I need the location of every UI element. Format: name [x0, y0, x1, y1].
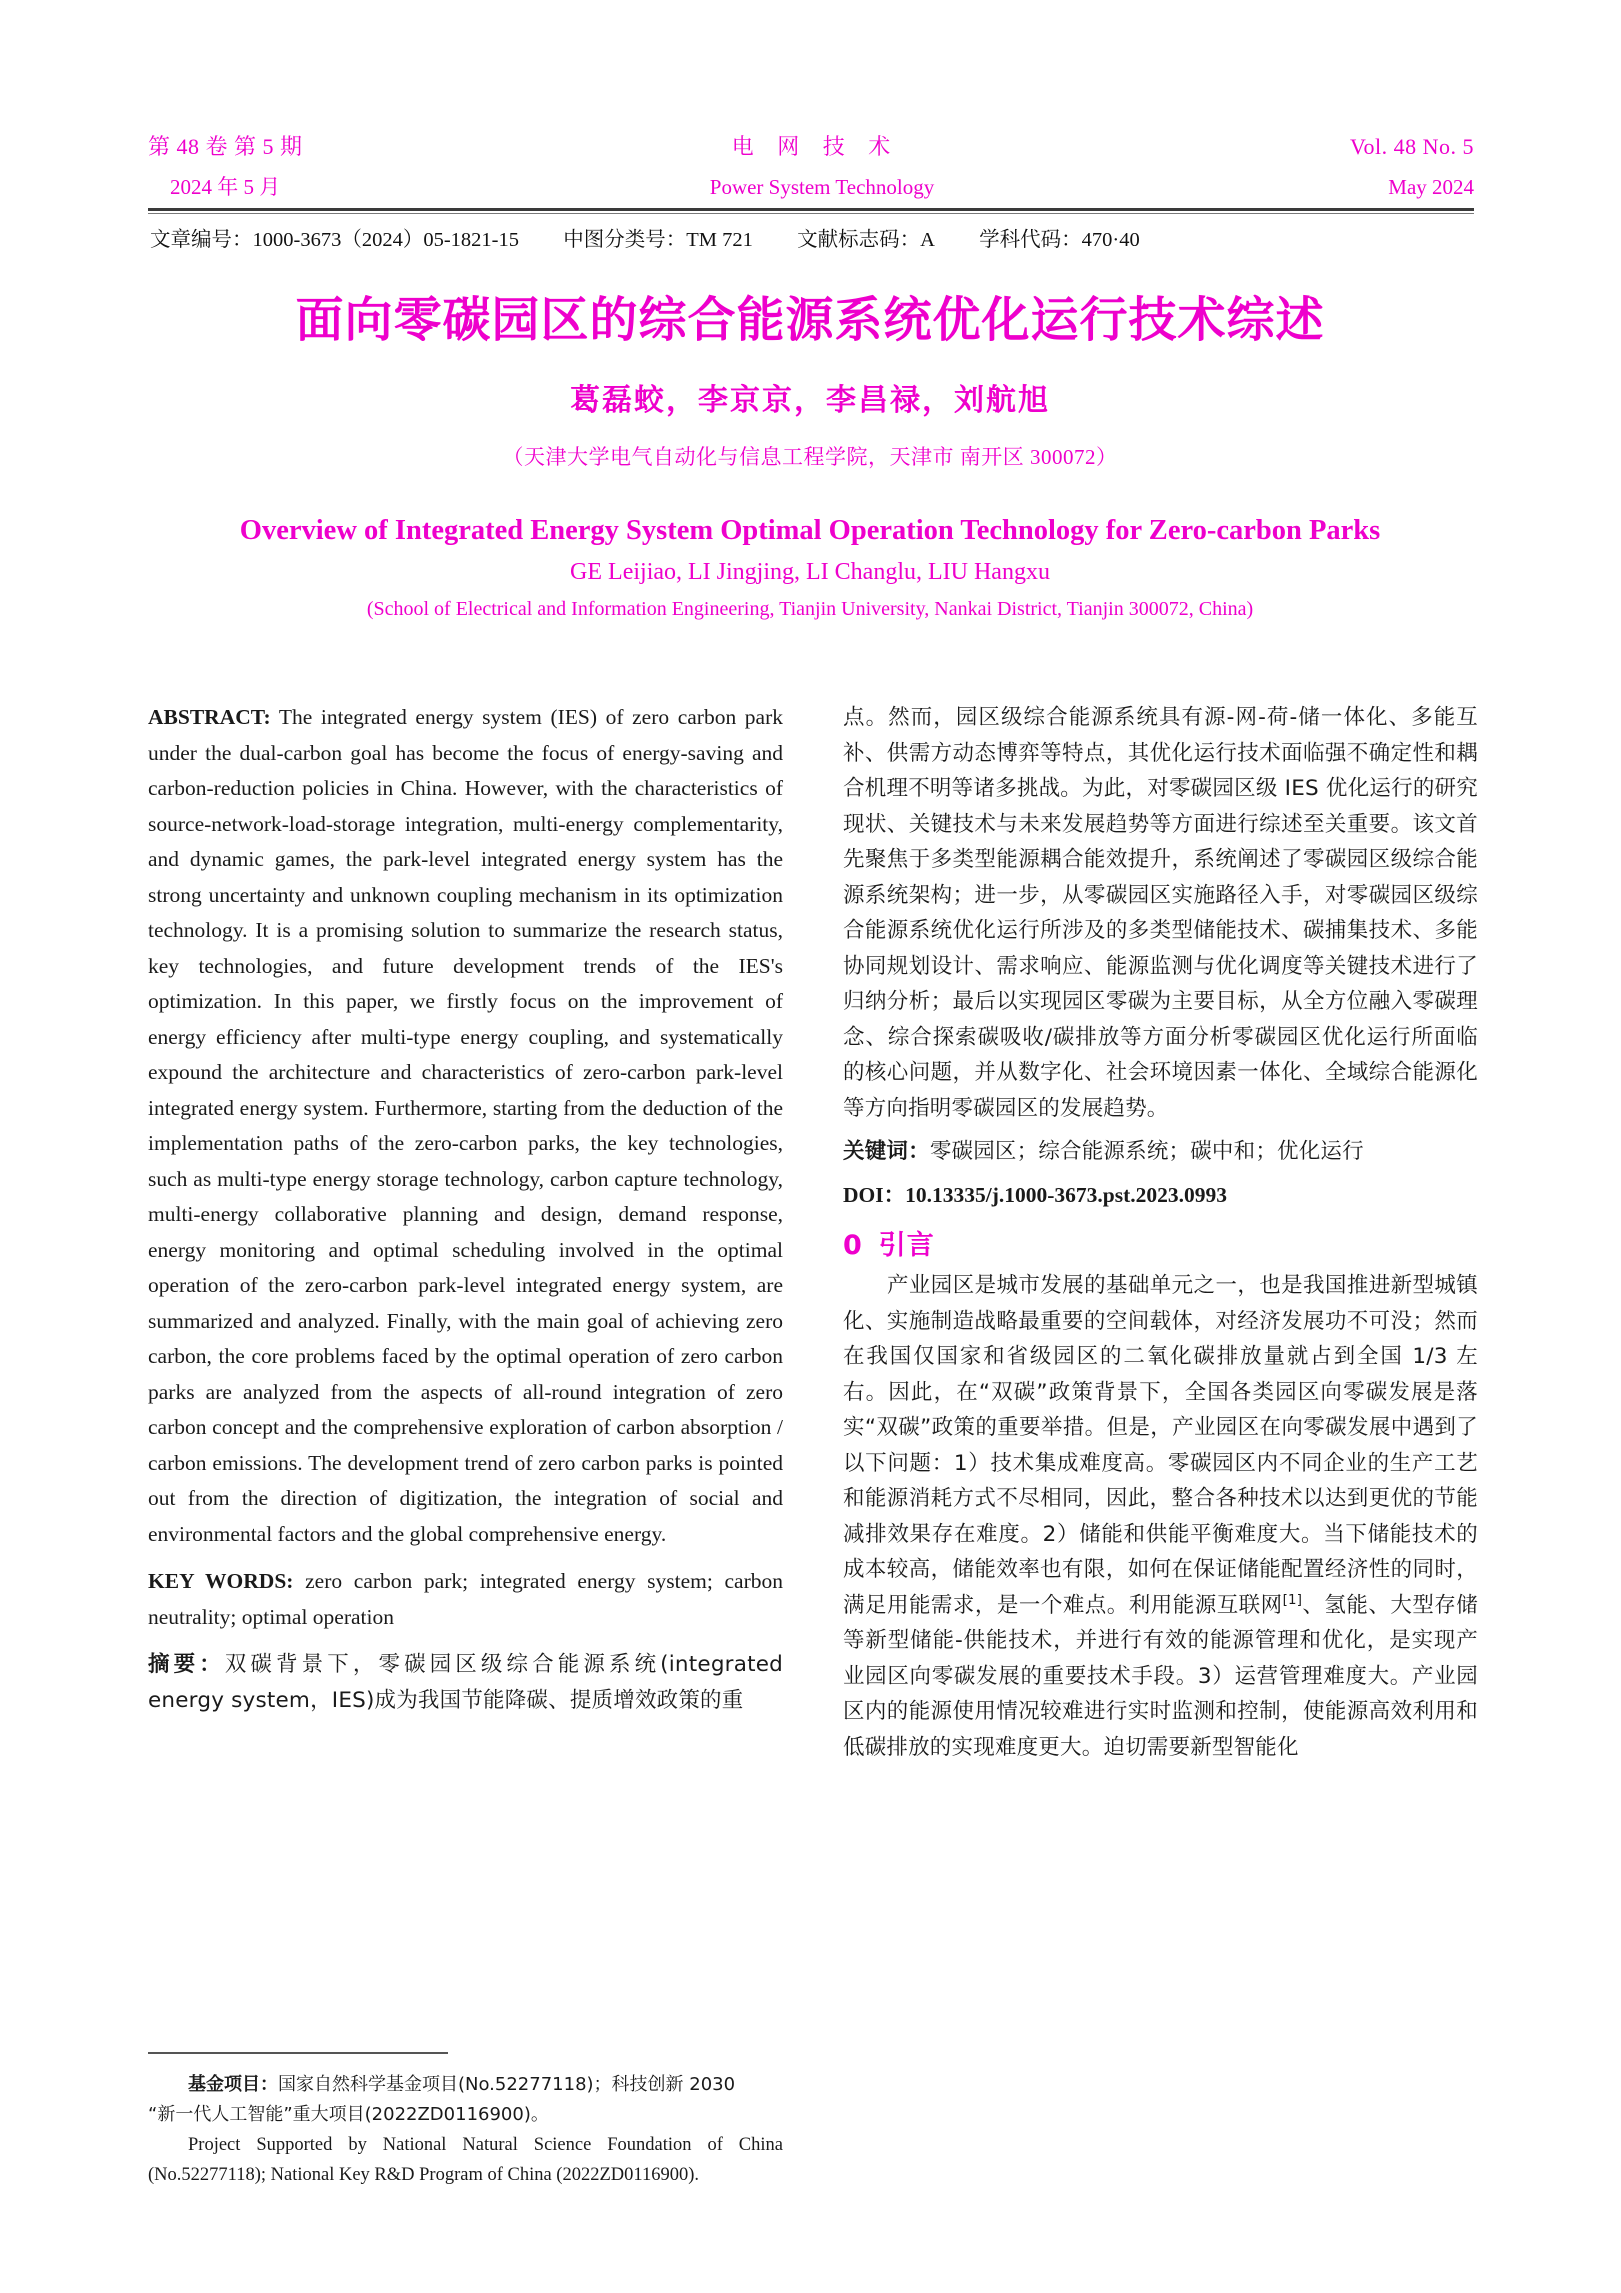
- title-block: [110, 292, 1510, 621]
- section-heading-introduction: [843, 1223, 1478, 1262]
- keywords-cn-label: 关键词：: [843, 1139, 930, 1164]
- reference-marker-1[interactable]: [1]: [1282, 1592, 1303, 1608]
- keywords-en-paragraph: [148, 1564, 783, 1635]
- clc-label: 中图分类号：: [563, 229, 687, 251]
- page-title-en: Overview of Integrated Energy System Optimal Operation Technology for Zero-carbon Parks: [239, 514, 1381, 546]
- masthead-divider: [148, 208, 1474, 214]
- subject-code-value: 470·40: [1081, 229, 1140, 251]
- abstract-cn-paragraph-start: [148, 1647, 783, 1718]
- keywords-en-label: KEY WORDS:: [148, 1569, 294, 1593]
- funding-label-cn: 基金项目：: [188, 2074, 278, 2095]
- authors-en: GE Leijiao, LI Jingjing, LI Changlu, LIU Hangxu: [570, 558, 1050, 585]
- abstract-en-text: The integrated energy system (IES) of zero carbon park under the dual-carbon goal has become the focus of energy-saving and carbon-reduction policies in China. However, with the characteristics of source-network-load-storage integration, multi-energy complementarity, and dynamic games, the park-level integrated energy system has the strong uncertainty and unknown coupling mechanism in its optimization technology. It is a promising solution to summarize the research status, key technologies, and future development trends of the IES's optimization. In this paper, we firstly focus on the improvement of energy efficiency after multi-type energy coupling, and systematically expound the architecture and characteristics of zero-carbon park-level integrated energy system. Furthermore, starting from the deduction of the implementation paths of the zero-carbon parks, the key technologies, such as multi-type energy storage technology, carbon capture technology, multi-energy collaborative planning and design, demand response, energy monitoring and optimal scheduling involved in the optimal operation of the zero-carbon park-level integrated energy system, are summarized and analyzed. Finally, with the main goal of achieving zero carbon, the core problems faced by the optimal operation of zero carbon parks are analyzed from the aspects of all-round integration of zero carbon concept and the comprehensive exploration of carbon absorption / carbon emissions. The development trend of zero carbon parks is pointed out from the direction of digitization, the integration of social and environmental factors and the global comprehensive energy.: [148, 705, 783, 1546]
- document-code-label: 文献标志码：: [797, 229, 921, 251]
- page-title-cn: 面向零碳园区的综合能源系统优化运行技术综述: [295, 292, 1325, 348]
- introduction-text-a: 产业园区是城市发展的基础单元之一，也是我国推进新型城镇化、实施制造战略最重要的空间载体，对经济发展功不可没；然而在我国仅国家和省级园区的二氧化碳排放量就占到全国 1/3 左右。因此，在“双碳”政策背景下，全国各类园区向零碳发展是落实“双碳”政策的重要举措。但是，产业园区在向零碳发展中遇到了以下问题：1）技术集成难度高。零碳园区内不同企业的生产工艺和能源消耗方式不尽相同，因此，整合各种技术以达到更优的节能减排效果存在难度。2）储能和供能平衡难度大。当下储能技术的成本较高，储能效率也有限，如何在保证储能配置经济性的同时，满足用能需求，是一个难点。利用能源互联网: [843, 1273, 1478, 1618]
- funding-note-cn-line2: “新一代人工智能”重大项目(2022ZD0116900)。: [148, 2104, 549, 2125]
- abstract-cn-continuation: 点。然而，园区级综合能源系统具有源-网-荷-储一体化、多能互补、供需方动态博弈等特点，其优化运行技术面临强不确定性和耦合机理不明等诸多挑战。为此，对零碳园区级 IES 优化运行的研究现状、关键技术与未来发展趋势等方面进行综述至关重要。该文首先聚焦于多类型能源耦合能效提升，系统阐述了零碳园区级综合能源系统架构；进一步，从零碳园区实施路径入手，对零碳园区级综合能源系统优化运行所涉及的多类型储能技术、碳捕集技术、多能协同规划设计、需求响应、能源监测与优化调度等关键技术进行了归纳分析；最后以实现园区零碳为主要目标，从全方位融入零碳理念、综合探索碳吸收/碳排放等方面分析零碳园区优化运行所面临的核心问题，并从数字化、社会环境因素一体化、全域综合能源化等方向指明零碳园区的发展趋势。: [843, 705, 1478, 1121]
- clc-value: TM 721: [686, 229, 753, 251]
- keywords-en-text: zero carbon park; integrated energy system; carbon neutrality; optimal operation: [148, 1569, 783, 1629]
- doi-line: [843, 1178, 1478, 1214]
- abstract-cn-label: 摘要：: [148, 1652, 225, 1677]
- article-meta-line: [150, 222, 1480, 252]
- section-number: 0: [843, 1230, 863, 1261]
- journal-name-cn: 电 网 技 术: [731, 134, 900, 159]
- subject-code-label: 学科代码：: [979, 229, 1082, 251]
- left-column: [148, 700, 783, 2260]
- right-column: [843, 700, 1478, 2260]
- funding-note-cn: [148, 2070, 783, 2100]
- masthead-row-secondary: [148, 171, 1474, 201]
- footnote-block: [148, 2052, 783, 2190]
- funding-text-cn-line1: 国家自然科学基金项目(No.52277118)；科技创新 2030: [278, 2074, 736, 2095]
- introduction-paragraph-1: [843, 1268, 1478, 1765]
- authors-cn: 葛磊蛟，李京京，李昌禄，刘航旭: [570, 383, 1050, 417]
- introduction-text-b: 、氢能、大型存储等新型储能-供能技术，并进行有效的能源管理和优化，是实现产业园区向零碳发展的重要技术手段。3）运营管理难度大。产业园区内的能源使用情况较难进行实时监测和控制，使能源高效利用和低碳排放的实现难度更大。迫切需要新型智能化: [843, 1592, 1478, 1760]
- document-code-value: A: [920, 229, 935, 251]
- keywords-cn-paragraph: [843, 1134, 1478, 1170]
- doi-value: 10.13335/j.1000-3673.pst.2023.0993: [905, 1182, 1228, 1207]
- section-title: 引言: [878, 1230, 935, 1261]
- masthead-row-primary: [148, 130, 1474, 161]
- affiliation-en: (School of Electrical and Information Engineering, Tianjin University, Nankai District, Tianjin 300072, China): [366, 597, 1254, 620]
- doi-label: DOI：: [843, 1182, 906, 1207]
- article-number-label: 文章编号：: [150, 229, 253, 251]
- article-number-value: 1000-3673（2024）05-1821-15: [252, 229, 519, 251]
- journal-name-en: Power System Technology: [709, 175, 935, 199]
- volume-issue-cn: 第 48 卷 第 5 期: [148, 134, 303, 159]
- abstract-en-label: ABSTRACT:: [148, 705, 271, 729]
- issue-date-cn: 2024 年 5 月: [170, 175, 281, 199]
- keywords-cn-text: 零碳园区；综合能源系统；碳中和；优化运行: [929, 1139, 1364, 1164]
- footnote-divider: [148, 2052, 448, 2054]
- issue-date-en: May 2024: [1388, 175, 1475, 199]
- abstract-cn-text-part1: 双碳背景下，零碳园区级综合能源系统(integrated energy system，IES)成为我国节能降碳、提质增效政策的重: [148, 1652, 783, 1713]
- affiliation-cn: （天津大学电气自动化与信息工程学院，天津市 南开区 300072）: [502, 444, 1118, 469]
- journal-masthead: [148, 130, 1474, 214]
- body-columns: [148, 700, 1478, 2260]
- funding-note-en: Project Supported by National Natural Science Foundation of China (No.52277118); National Key R&D Program of China (2022ZD0116900).: [148, 2135, 783, 2185]
- abstract-en-paragraph: [148, 700, 783, 1552]
- volume-issue-en: Vol. 48 No. 5: [1349, 134, 1474, 159]
